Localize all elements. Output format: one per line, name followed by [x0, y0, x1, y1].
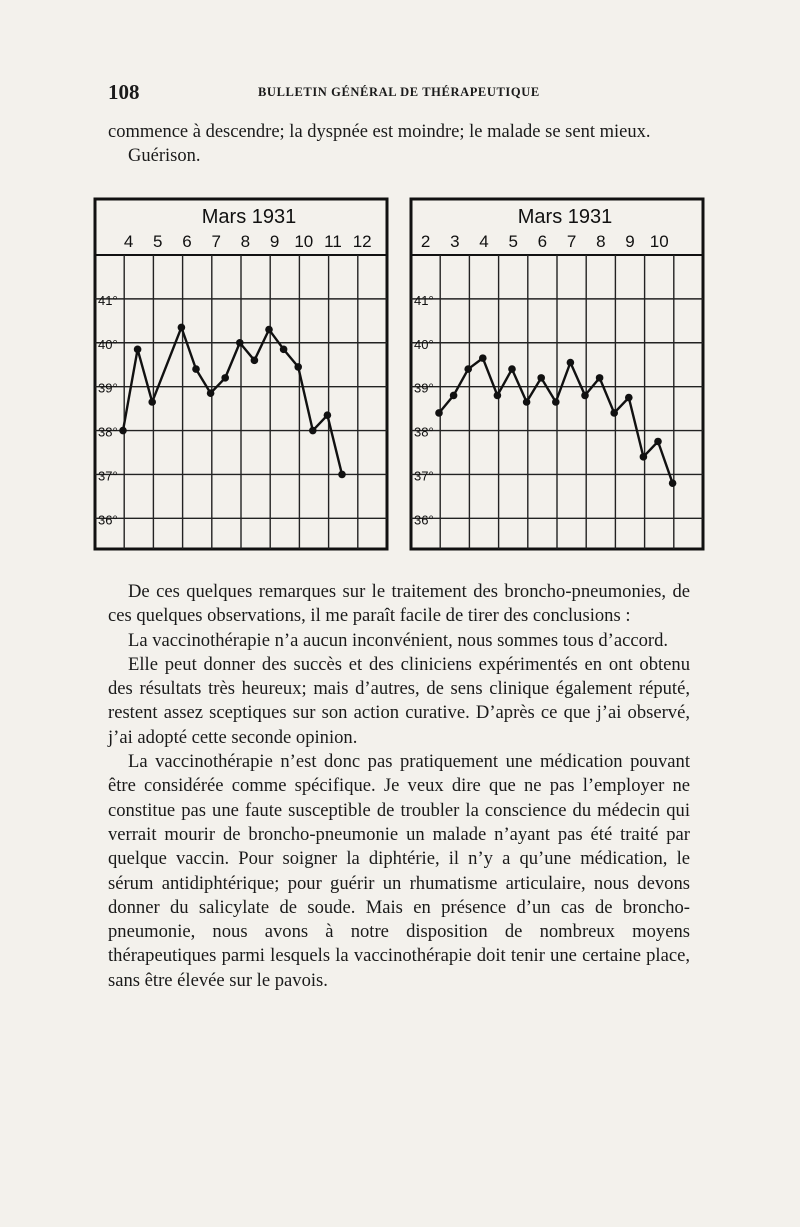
temperature-curve [123, 327, 342, 474]
data-point [148, 398, 156, 406]
data-point [119, 427, 127, 435]
chart-title: Mars 1931 [517, 206, 613, 228]
running-title: BULLETIN GÉNÉRAL DE THÉRAPEUTIQUE [258, 85, 540, 99]
data-point [479, 354, 487, 362]
data-point [464, 365, 472, 373]
y-tick-label: 37° [414, 468, 434, 484]
page-number: 108 [108, 80, 140, 104]
data-point [338, 471, 346, 479]
data-point [537, 374, 545, 382]
data-point [581, 392, 589, 400]
text-line: Guérison. [128, 146, 201, 166]
data-point [134, 346, 142, 354]
x-tick-label: 9 [625, 232, 635, 251]
x-tick-label: 11 [324, 232, 342, 251]
data-point [192, 365, 200, 373]
paragraph: La vaccinothérapie n’a aucun inconvénient, nous sommes tous d’accord. [128, 629, 669, 651]
x-tick-label: 10 [649, 232, 669, 251]
page-header [108, 80, 708, 104]
data-point [450, 392, 458, 400]
x-tick-label: 6 [537, 232, 548, 251]
x-tick-label: 7 [566, 232, 577, 251]
data-point [221, 374, 229, 382]
data-point [596, 374, 604, 382]
x-tick-label: 9 [269, 232, 280, 251]
y-tick-label: 36° [414, 512, 434, 528]
y-tick-label: 39° [414, 380, 434, 396]
data-point [207, 389, 215, 397]
data-point [435, 409, 443, 417]
data-point [654, 438, 662, 446]
y-tick-label: 37° [98, 468, 118, 484]
y-tick-label: 41° [98, 292, 118, 308]
data-point [251, 357, 259, 365]
paragraph: De ces quelques remarques sur le traitement des broncho-pneumonies, de ces quelques observations, il me paraît facile de tirer des conclusions : [108, 581, 690, 627]
x-tick-label: 3 [450, 232, 460, 251]
temperature-chart-right [409, 197, 705, 553]
temperature-chart-left [93, 197, 389, 553]
y-tick-label: 41° [414, 292, 434, 308]
data-point [567, 359, 575, 367]
y-tick-label: 40° [98, 336, 118, 352]
data-point [294, 363, 302, 371]
data-point [669, 479, 677, 487]
y-tick-label: 39° [98, 380, 118, 396]
x-tick-label: 4 [479, 232, 489, 251]
data-point [280, 346, 288, 354]
paragraph: La vaccinothérapie n’est donc pas pratiquement une médication pouvant être considérée comme spécifique. Je veux dire que ne pas l’employer ne constitue pas une faute susceptible de troubler la conscience du médecin qui verrait mourir de broncho-pneumonie un malade n’ayant pas été traité par quelque vaccin. Pour soigner la diphtérie, il n’y a qu’une médication, le sérum antidiphtérique; pour guérir un rhumatisme articulaire, nous devons donner du salicylate de soude. Mais en présence d’un cas de broncho-pneumonie, nous avons à notre disposition de nombreux moyens thérapeutiques parmi lesquels la vaccinothérapie doit tenir une certaine place, sans être élevée sur le pavois. [108, 751, 690, 991]
body-text [108, 580, 690, 993]
data-point [508, 365, 516, 373]
y-tick-label: 36° [98, 512, 118, 528]
text-line: commence à descendre; la dyspnée est moindre; le malade se sent mieux. [108, 122, 651, 142]
x-tick-label: 4 [123, 232, 134, 251]
top-text [108, 120, 690, 168]
data-point [178, 324, 186, 332]
x-tick-label: 6 [182, 232, 192, 251]
x-tick-label: 5 [508, 232, 518, 251]
x-tick-label: 8 [240, 232, 251, 251]
data-point [552, 398, 560, 406]
data-point [324, 411, 332, 419]
temperature-curve [439, 358, 673, 483]
data-point [610, 409, 618, 417]
data-point [494, 392, 502, 400]
data-point [265, 326, 273, 334]
x-tick-label: 5 [153, 232, 163, 251]
y-tick-label: 38° [98, 424, 118, 440]
x-tick-label: 2 [420, 232, 431, 251]
paragraph: Elle peut donner des succès et des cliniciens expérimentés en ont obtenu des résultats très heureux; mais d’autres, de sens clinique également réputé, restent assez sceptiques sur son action curative. D’après ce que j’ai observé, j’ai adopté cette seconde opinion. [108, 653, 690, 748]
data-point [640, 453, 648, 461]
chart-title: Mars 1931 [201, 206, 297, 228]
y-tick-label: 38° [414, 424, 434, 440]
data-point [523, 398, 531, 406]
x-tick-label: 7 [211, 232, 221, 251]
data-point [309, 427, 317, 435]
x-tick-label: 12 [352, 232, 372, 251]
data-point [625, 394, 633, 402]
x-tick-label: 10 [294, 232, 314, 251]
y-tick-label: 40° [414, 336, 434, 352]
x-tick-label: 8 [596, 232, 606, 251]
data-point [236, 339, 244, 347]
